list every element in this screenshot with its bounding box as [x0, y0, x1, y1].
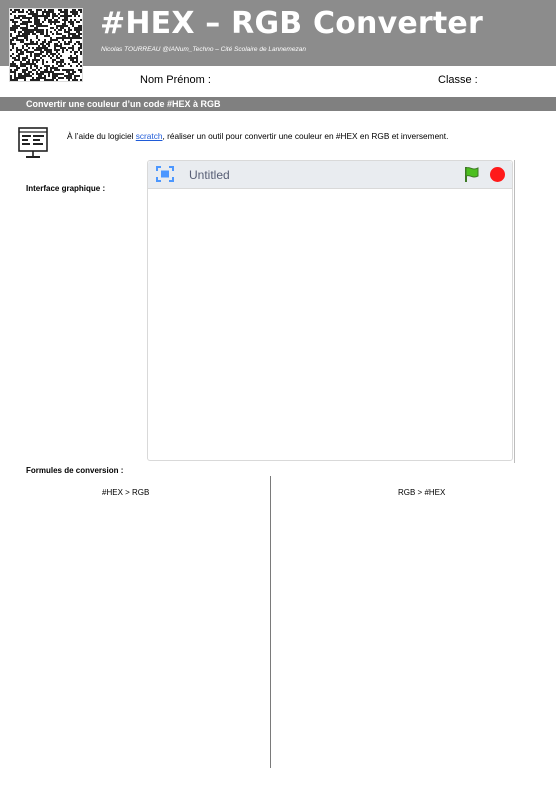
instruction-text	[67, 131, 448, 141]
instruction-suffix: , réaliser un outil pour convertir une couleur en #HEX en RGB et inversement.	[162, 131, 449, 141]
qr-code	[9, 8, 83, 82]
name-field-label: Nom Prénom :	[140, 74, 211, 86]
column-divider	[270, 476, 271, 768]
header-banner	[0, 0, 556, 66]
interface-label: Interface graphique :	[26, 184, 106, 193]
page-title: #HEX – RGB Converter	[100, 6, 483, 41]
stop-icon[interactable]	[490, 167, 505, 182]
fullscreen-icon[interactable]	[156, 166, 174, 187]
author-subtitle: Nicolas TOURREAU @IANum_Techno – Cité Scolaire de Lannemezan	[101, 46, 306, 53]
instruction-prefix: À l’aide du logiciel	[67, 131, 136, 141]
scratch-stage[interactable]	[147, 160, 513, 461]
scratch-link[interactable]: scratch	[135, 131, 163, 141]
class-field-label: Classe :	[438, 74, 478, 86]
formulas-label: Formules de conversion :	[26, 466, 124, 475]
green-flag-icon[interactable]	[464, 166, 480, 188]
hex-to-rgb-heading: #HEX > RGB	[102, 488, 150, 497]
monitor-icon	[18, 127, 48, 165]
stage-header	[148, 161, 512, 189]
section-title: Convertir une couleur d’un code #HEX à RGB	[26, 99, 221, 109]
project-title: Untitled	[189, 168, 230, 182]
rgb-to-hex-heading: RGB > #HEX	[398, 488, 446, 497]
stage-scrollbar[interactable]	[514, 160, 515, 463]
